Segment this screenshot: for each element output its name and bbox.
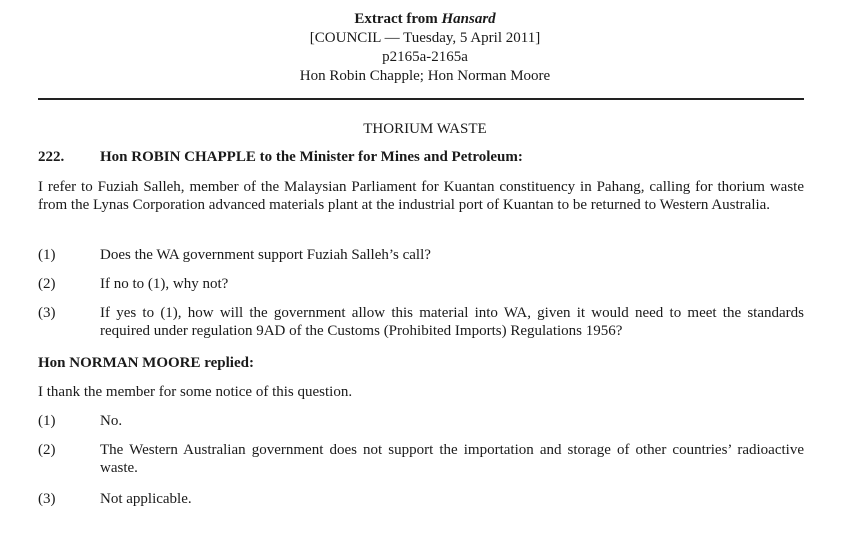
- item-number: (3): [38, 491, 56, 507]
- item-text: If no to (1), why not?: [100, 276, 229, 292]
- title-prefix: Extract from: [354, 11, 438, 27]
- item-text: If yes to (1), how will the government allow this material into WA, given it would need to meet the standards required under regulation 9AD of the Customs (Prohibited Imports) Regulations 1956?: [100, 305, 804, 339]
- item-number: (2): [38, 442, 56, 458]
- answer-heading: Hon NORMAN MOORE replied:: [38, 355, 254, 371]
- page-reference: p2165a-2165a: [382, 49, 468, 65]
- answer-intro: I thank the member for some notice of this question.: [38, 384, 353, 400]
- item-number: (1): [38, 247, 56, 263]
- item-number: (3): [38, 305, 56, 321]
- document-header: [0, 10, 850, 86]
- item-number: (2): [38, 276, 56, 292]
- question-intro: I refer to Fuziah Salleh, member of the Malaysian Parliament for Kuantan constituency in Pahang, calling for thorium waste from the Lynas Corporation advanced materials plant at the industrial port of Kuantan to be returned to Western Australia.: [38, 179, 804, 213]
- item-text: Does the WA government support Fuziah Salleh’s call?: [100, 247, 431, 263]
- document-title: [0, 10, 850, 29]
- question-heading: [38, 148, 523, 167]
- title-italic: Hansard: [441, 11, 496, 27]
- header-divider: [38, 98, 804, 100]
- item-text: No.: [100, 413, 123, 429]
- section-title: THORIUM WASTE: [363, 121, 487, 137]
- item-text: The Western Australian government does not support the importation and storage of other countries’ radioactive waste.: [100, 442, 804, 476]
- item-text: Not applicable.: [100, 491, 192, 507]
- question-heading-text: Hon ROBIN CHAPPLE to the Minister for Mines and Petroleum:: [100, 149, 523, 165]
- session-line: [COUNCIL — Tuesday, 5 April 2011]: [309, 30, 541, 46]
- item-number: (1): [38, 413, 56, 429]
- question-number: 222.: [38, 149, 65, 165]
- members-line: Hon Robin Chapple; Hon Norman Moore: [299, 68, 551, 84]
